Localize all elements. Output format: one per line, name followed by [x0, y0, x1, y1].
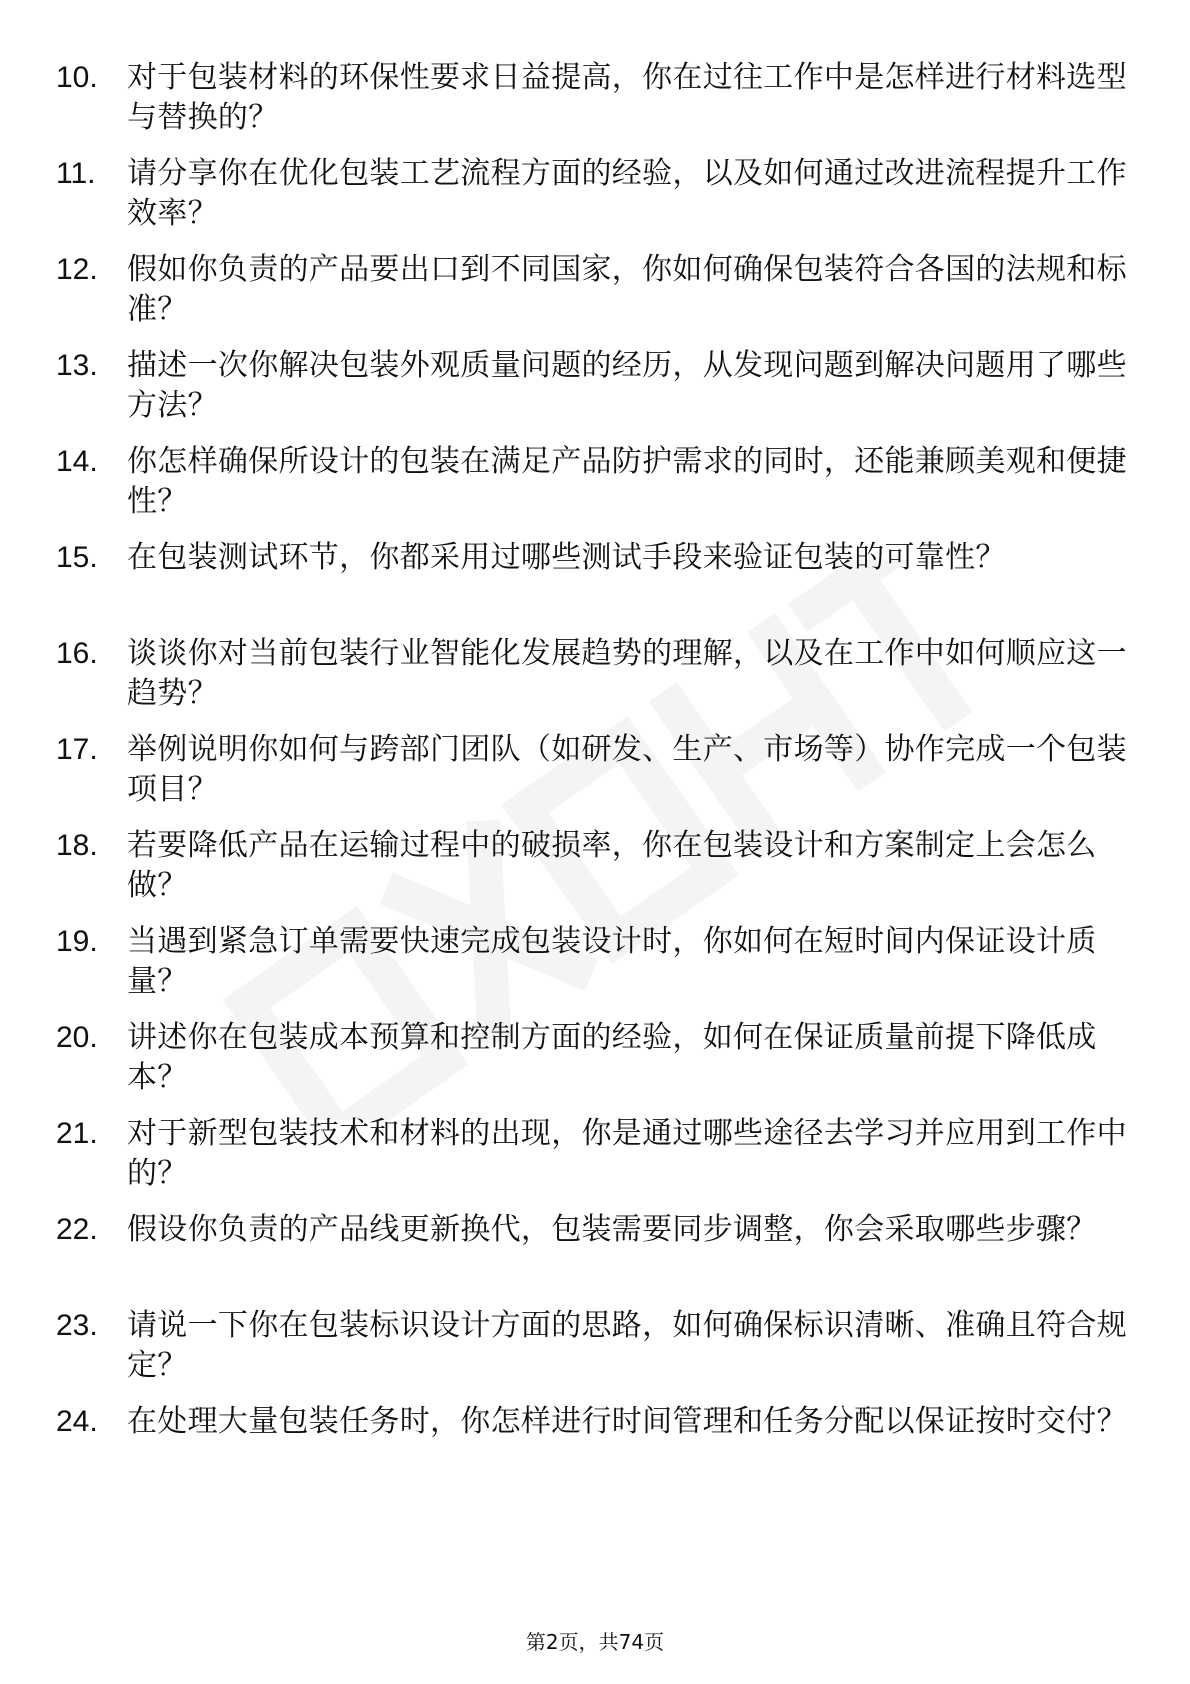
- question-number: 24.: [56, 1405, 98, 1438]
- question-text: 对于新型包装技术和材料的出现，你是通过哪些途径去学习并应用到工作中的？: [127, 1116, 1127, 1191]
- question-text: 对于包装材料的环保性要求日益提高，你在过往工作中是怎样进行材料选型与替换的？: [127, 60, 1127, 135]
- list-item: [0, 1010, 1190, 1106]
- question-text: 请分享你在优化包装工艺流程方面的经验，以及如何通过改进流程提升工作效率？: [127, 156, 1127, 231]
- question-number: 17.: [56, 733, 98, 766]
- question-number: 10.: [56, 61, 98, 94]
- list-item: [0, 626, 1190, 722]
- question-number: 18.: [56, 829, 98, 862]
- question-number: 20.: [56, 1021, 98, 1054]
- question-number: 19.: [56, 925, 98, 958]
- list-item: [0, 242, 1190, 338]
- question-text: 若要降低产品在运输过程中的破损率，你在包装设计和方案制定上会怎么做？: [127, 828, 1097, 903]
- list-item: [0, 722, 1190, 818]
- question-text: 讲述你在包装成本预算和控制方面的经验，如何在保证质量前提下降低成本？: [127, 1020, 1097, 1095]
- question-number: 15.: [56, 541, 98, 574]
- question-text: 当遇到紧急订单需要快速完成包装设计时，你如何在短时间内保证设计质量？: [127, 924, 1097, 999]
- question-list: [0, 50, 1190, 1490]
- question-text: 请说一下你在包装标识设计方面的思路，如何确保标识清晰、准确且符合规定？: [127, 1308, 1127, 1383]
- list-item: [0, 434, 1190, 530]
- question-number: 16.: [56, 637, 98, 670]
- question-number: 22.: [56, 1213, 98, 1246]
- question-text: 举例说明你如何与跨部门团队（如研发、生产、市场等）协作完成一个包装项目？: [127, 732, 1127, 807]
- list-item: [0, 1394, 1190, 1490]
- question-number: 23.: [56, 1309, 98, 1342]
- list-item: [0, 146, 1190, 242]
- question-text: 假如你负责的产品要出口到不同国家，你如何确保包装符合各国的法规和标准？: [127, 252, 1127, 327]
- question-text: 在包装测试环节，你都采用过哪些测试手段来验证包装的可靠性？: [127, 540, 1006, 575]
- list-item: [0, 1202, 1190, 1298]
- question-number: 11.: [56, 157, 96, 190]
- question-text: 谈谈你对当前包装行业智能化发展趋势的理解，以及在工作中如何顺应这一趋势？: [127, 636, 1127, 711]
- list-item: [0, 338, 1190, 434]
- list-item: [0, 914, 1190, 1010]
- page-footer: 第2页，共74页: [525, 1630, 665, 1654]
- list-item: [0, 1106, 1190, 1202]
- list-item: [0, 818, 1190, 914]
- list-item: [0, 1298, 1190, 1394]
- question-number: 21.: [56, 1117, 98, 1150]
- question-text: 你怎样确保所设计的包装在满足产品防护需求的同时，还能兼顾美观和便捷性？: [127, 444, 1127, 519]
- question-text: 假设你负责的产品线更新换代，包装需要同步调整，你会采取哪些步骤？: [127, 1212, 1097, 1247]
- question-text: 描述一次你解决包装外观质量问题的经历，从发现问题到解决问题用了哪些方法？: [127, 348, 1127, 423]
- list-item: [0, 530, 1190, 626]
- question-text: 在处理大量包装任务时，你怎样进行时间管理和任务分配以保证按时交付？: [127, 1404, 1127, 1439]
- question-number: 12.: [56, 253, 98, 286]
- question-number: 14.: [56, 445, 98, 478]
- list-item: [0, 50, 1190, 146]
- question-number: 13.: [56, 349, 98, 382]
